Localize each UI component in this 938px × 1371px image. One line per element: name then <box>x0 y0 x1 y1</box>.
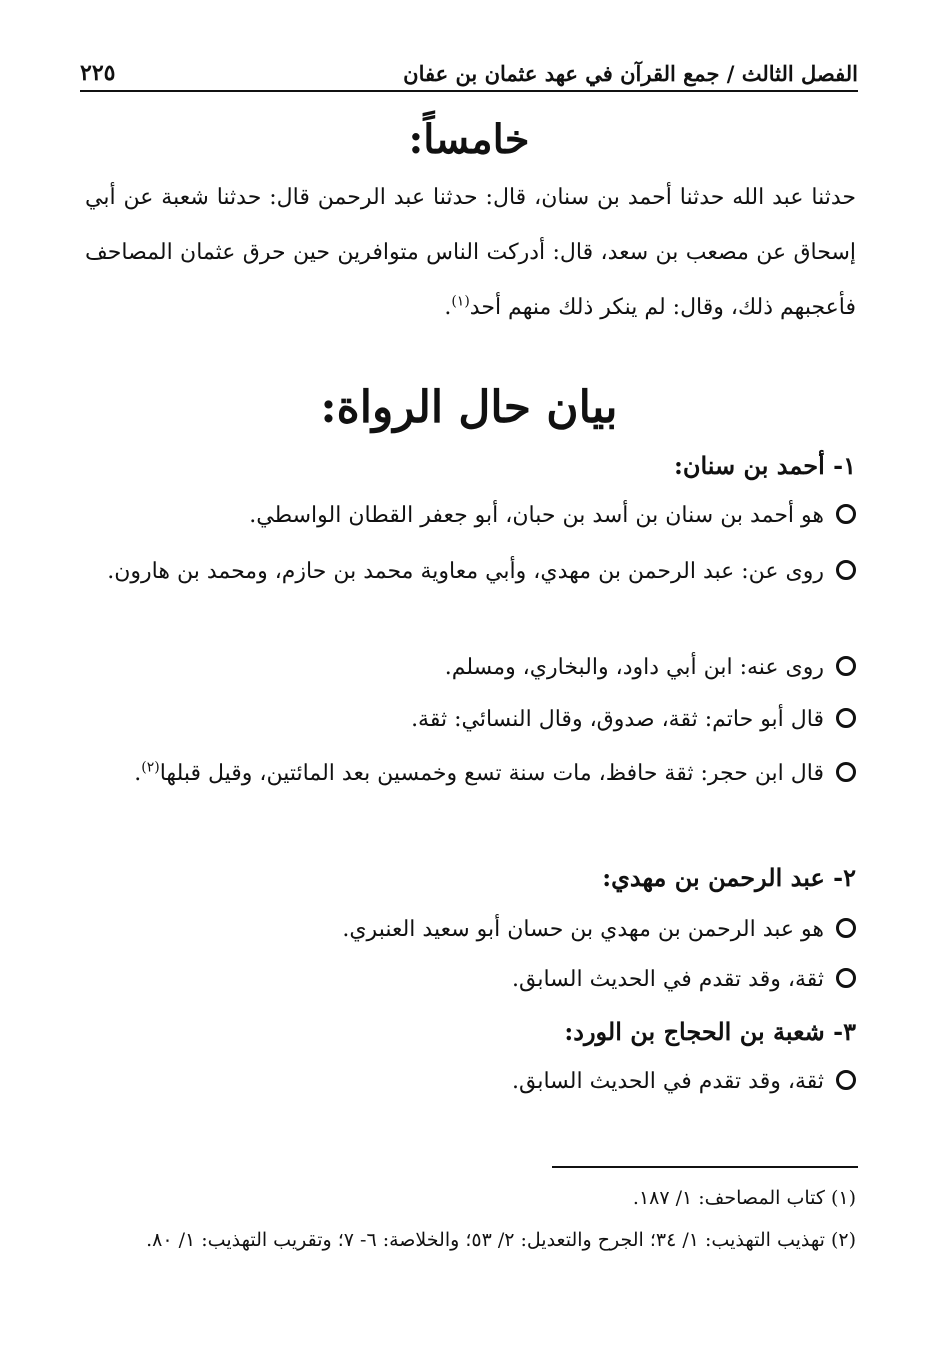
hadith-text: حدثنا عبد الله حدثنا أحمد بن سنان، قال: حدثنا عبد الرحمن قال: حدثنا شعبة عن أبي إسحاق عن مصعب بن سعد، قال: أدركت الناس متوافرين حين حرق عثمان المصاحف فأعجبهم ذلك، وقال: لم ينكر ذلك منهم أحد <box>85 185 856 320</box>
list-item <box>85 748 856 800</box>
narrators-heading: بيان حال الرواة: <box>320 382 618 433</box>
list-item <box>85 904 856 956</box>
page-number: ٢٢٥ <box>80 60 116 86</box>
hadith-end: . <box>444 295 452 320</box>
circle-bullet-icon <box>836 656 856 676</box>
running-title: الفصل الثالث / جمع القرآن في عهد عثمان بن عفان <box>403 61 858 86</box>
list-item-text: ثقة، وقد تقدم في الحديث السابق. <box>512 967 824 992</box>
circle-bullet-icon <box>836 504 856 524</box>
footnote: (٢) تهذيب التهذيب: ١/ ٣٤؛ الجرح والتعديل: ٢/ ٥٣؛ والخلاصة: ٦- ٧؛ وتقريب التهذيب: ١/ ٨٠. <box>146 1229 856 1251</box>
narrator-title: ٣- شعبة بن الحجاج بن الورد: <box>564 1017 856 1046</box>
list-item <box>85 546 856 598</box>
hadith-paragraph <box>85 170 856 335</box>
list-item-text: هو عبد الرحمن بن مهدي بن حسان أبو سعيد العنبري. <box>342 917 824 942</box>
narrator-title: ٢- عبد الرحمن بن مهدي: <box>602 863 856 892</box>
list-item <box>85 694 856 746</box>
footnote-ref: (٢) <box>141 759 160 776</box>
circle-bullet-icon <box>836 968 856 988</box>
list-item-text: روى عنه: ابن أبي داود، والبخاري، ومسلم. <box>444 655 824 680</box>
circle-bullet-icon <box>836 1070 856 1090</box>
list-item <box>85 642 856 694</box>
list-item <box>85 490 856 542</box>
circle-bullet-icon <box>836 918 856 938</box>
footnote: (١) كتاب المصاحف: ١/ ١٨٧. <box>632 1187 856 1209</box>
circle-bullet-icon <box>836 762 856 782</box>
list-item-text: هو أحمد بن سنان بن أسد بن حبان، أبو جعفر القطان الواسطي. <box>249 503 824 528</box>
circle-bullet-icon <box>836 708 856 728</box>
list-item-text: قال أبو حاتم: ثقة، صدوق، وقال النسائي: ثقة. <box>411 707 824 732</box>
narrator-title: ١- أحمد بن سنان: <box>674 451 856 480</box>
section-heading: خامساً: <box>408 116 530 163</box>
circle-bullet-icon <box>836 560 856 580</box>
list-item-main: قال ابن حجر: ثقة حافظ، مات سنة تسع وخمسين بعد المائتين، وقيل قبلها <box>159 761 824 786</box>
list-item <box>85 954 856 1006</box>
list-item <box>85 1056 856 1108</box>
footnote-ref: (١) <box>451 293 470 310</box>
list-item-text <box>85 748 824 800</box>
list-item-text: روى عن: عبد الرحمن بن مهدي، وأبي معاوية محمد بن حازم، ومحمد بن هارون. <box>107 559 824 584</box>
running-header <box>80 52 858 92</box>
list-item-text: ثقة، وقد تقدم في الحديث السابق. <box>512 1069 824 1094</box>
footnote-divider <box>552 1166 858 1168</box>
list-item-end: . <box>134 761 142 786</box>
